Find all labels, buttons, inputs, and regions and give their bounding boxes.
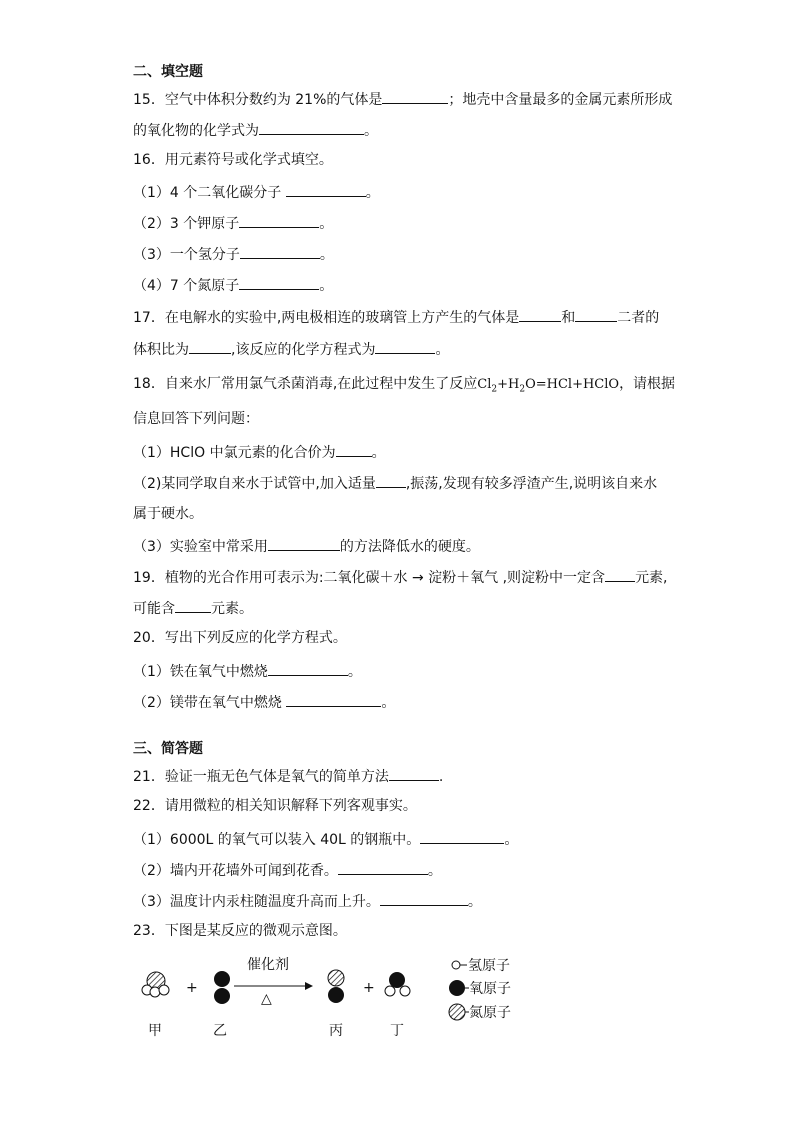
answer-blank[interactable] bbox=[175, 598, 211, 613]
plus-sign: + bbox=[363, 980, 375, 996]
q18-item-2-line2: 属于硬水。 bbox=[133, 506, 203, 522]
q15-text-b: ；地壳中含量最多的金属元素所形成 bbox=[448, 92, 673, 108]
eq-part: Cl bbox=[477, 377, 492, 392]
period: 。 bbox=[381, 695, 396, 711]
reaction-micro-diagram bbox=[133, 955, 553, 1045]
q16-item-label: （3）一个氢分子 bbox=[133, 247, 240, 263]
question-18-line2: 信息回答下列问题： bbox=[133, 411, 259, 427]
question-17-line2 bbox=[133, 339, 449, 359]
period: 。 bbox=[427, 863, 442, 879]
q15-text-a: 15．空气中体积分数约为 21%的气体是 bbox=[133, 92, 383, 108]
answer-blank[interactable] bbox=[519, 307, 561, 322]
q22-item-3 bbox=[133, 891, 482, 911]
q19-text-d: 元素。 bbox=[211, 601, 253, 617]
molecule-bing bbox=[328, 970, 344, 1003]
q22-item-text: （1）6000L 的氧气可以装入 40L 的钢瓶中。 bbox=[133, 832, 421, 848]
q22-item-text: （3）温度计内汞柱随温度升高而上升。 bbox=[133, 894, 380, 910]
period: . bbox=[438, 769, 444, 785]
answer-blank[interactable] bbox=[382, 89, 448, 104]
answer-blank[interactable] bbox=[376, 473, 406, 488]
q17-text-b: 和 bbox=[561, 310, 576, 326]
answer-blank[interactable] bbox=[420, 829, 504, 844]
answer-blank[interactable] bbox=[268, 661, 348, 676]
molecule-jia bbox=[142, 972, 169, 997]
answer-blank[interactable] bbox=[605, 567, 635, 582]
q18-item-text: （3）实验室中常采用 bbox=[133, 539, 268, 555]
answer-blank[interactable] bbox=[239, 213, 319, 228]
q19-text-a: 19．植物的光合作用可表示为:二氧化碳＋水 → 淀粉＋氧气 ,则淀粉中一定含 bbox=[133, 570, 606, 586]
period: 。 bbox=[347, 664, 362, 680]
q17-text-d: 体积比为 bbox=[133, 342, 189, 358]
label-bing: 丙 bbox=[329, 1023, 343, 1039]
q18-item-text-b: ,振荡,发现有较多浮渣产生,说明该自来水 bbox=[405, 476, 658, 492]
q18-item-2 bbox=[133, 473, 657, 493]
answer-blank[interactable] bbox=[259, 120, 364, 135]
answer-blank[interactable] bbox=[286, 182, 366, 197]
legend-oxygen-label: 氧原子 bbox=[469, 981, 511, 997]
question-20-stem: 20．写出下列反应的化学方程式。 bbox=[133, 630, 347, 646]
answer-blank[interactable] bbox=[380, 891, 468, 906]
period: 。 bbox=[365, 185, 380, 201]
q18-item-text-b: 的方法降低水的硬度。 bbox=[339, 539, 480, 555]
q22-item-1 bbox=[133, 829, 518, 849]
q19-text-c: 可能含 bbox=[133, 601, 175, 617]
q16-item-label: （4）7 个氮原子 bbox=[133, 278, 240, 294]
q17-text-e: ,该反应的化学方程式为 bbox=[231, 342, 376, 358]
eq-part: O=HCl+HClO bbox=[525, 377, 620, 392]
molecule-ding bbox=[385, 972, 410, 996]
q18-item-text: （2)某同学取自来水于试管中,加入适量 bbox=[133, 476, 376, 492]
q22-item-text: （2）墙内开花墙外可闻到花香。 bbox=[133, 863, 338, 879]
plus-sign: + bbox=[186, 980, 198, 996]
question-19-line1 bbox=[133, 567, 668, 587]
label-yi: 乙 bbox=[213, 1023, 227, 1039]
chemical-equation bbox=[477, 377, 620, 395]
q22-item-2 bbox=[133, 860, 442, 880]
q20-item-2 bbox=[133, 692, 395, 712]
question-23-stem: 23．下图是某反应的微观示意图。 bbox=[133, 923, 347, 939]
question-22-stem: 22．请用微粒的相关知识解释下列客观事实。 bbox=[133, 798, 417, 814]
period: 。 bbox=[319, 247, 334, 263]
q20-item-1 bbox=[133, 661, 362, 681]
q19-text-b: 元素, bbox=[635, 570, 668, 586]
q18-text-b: ，请根据 bbox=[619, 376, 676, 392]
period: 。 bbox=[319, 278, 334, 294]
answer-blank[interactable] bbox=[338, 860, 428, 875]
answer-blank[interactable] bbox=[240, 244, 320, 259]
q16-item-label: （2）3 个钾原子 bbox=[133, 216, 240, 232]
q16-item-4 bbox=[133, 275, 333, 295]
question-15-line2 bbox=[133, 120, 378, 140]
period: 。 bbox=[371, 445, 386, 461]
answer-blank[interactable] bbox=[268, 536, 340, 551]
answer-blank[interactable] bbox=[336, 442, 372, 457]
eq-subscript: 2 bbox=[519, 384, 526, 395]
period: 。 bbox=[319, 216, 334, 232]
question-16-stem: 16．用元素符号或化学式填空。 bbox=[133, 152, 333, 168]
answer-blank[interactable] bbox=[189, 339, 231, 354]
catalyst-label: 催化剂 bbox=[247, 957, 289, 973]
heat-symbol: △ bbox=[261, 991, 272, 1007]
label-ding: 丁 bbox=[390, 1023, 404, 1039]
question-18-line1 bbox=[133, 375, 675, 399]
section-title-fill-blank: 二、填空题 bbox=[133, 64, 203, 80]
question-19-line2 bbox=[133, 598, 253, 618]
q20-item-text: （1）铁在氧气中燃烧 bbox=[133, 664, 268, 680]
answer-blank[interactable] bbox=[286, 692, 381, 707]
reaction-arrow bbox=[234, 982, 313, 990]
period: 。 bbox=[467, 894, 482, 910]
answer-blank[interactable] bbox=[375, 339, 435, 354]
q18-item-3 bbox=[133, 536, 480, 556]
legend-nitrogen bbox=[449, 1004, 511, 1021]
legend-hydrogen-label: 氢原子 bbox=[468, 958, 510, 974]
section-title-short-answer: 三、简答题 bbox=[133, 741, 203, 757]
eq-part: +H bbox=[497, 377, 520, 392]
q18-text-a: 18．自来水厂常用氯气杀菌消毒,在此过程中发生了反应 bbox=[133, 376, 478, 392]
q17-text-c: 二者的 bbox=[617, 310, 660, 326]
label-jia: 甲 bbox=[148, 1023, 162, 1039]
period: 。 bbox=[504, 832, 519, 848]
answer-blank[interactable] bbox=[389, 766, 439, 781]
question-21 bbox=[133, 766, 443, 786]
answer-blank[interactable] bbox=[575, 307, 617, 322]
question-17-line1 bbox=[133, 307, 659, 327]
q16-item-1 bbox=[133, 182, 380, 202]
q18-item-1 bbox=[133, 442, 386, 462]
answer-blank[interactable] bbox=[239, 275, 319, 290]
q16-item-3 bbox=[133, 244, 334, 264]
molecule-yi bbox=[214, 971, 230, 1004]
q21-text: 21．验证一瓶无色气体是氧气的简单方法 bbox=[133, 769, 389, 785]
legend-hydrogen bbox=[452, 958, 510, 974]
q15-text-d: 。 bbox=[364, 123, 378, 139]
q17-text-a: 17．在电解水的实验中,两电极相连的玻璃管上方产生的气体是 bbox=[133, 310, 520, 326]
legend-oxygen bbox=[449, 980, 511, 997]
q20-item-text: （2）镁带在氧气中燃烧 bbox=[133, 695, 282, 711]
question-15-line1 bbox=[133, 89, 672, 109]
eq-subscript: 2 bbox=[491, 384, 498, 395]
q17-text-f: 。 bbox=[435, 342, 450, 358]
q18-item-text: （1）HClO 中氯元素的化合价为 bbox=[133, 445, 336, 461]
q16-item-2 bbox=[133, 213, 333, 233]
q16-item-label: （1）4 个二氧化碳分子 bbox=[133, 185, 282, 201]
q15-text-c: 的氧化物的化学式为 bbox=[133, 123, 259, 139]
legend-nitrogen-label: 氮原子 bbox=[469, 1005, 511, 1021]
